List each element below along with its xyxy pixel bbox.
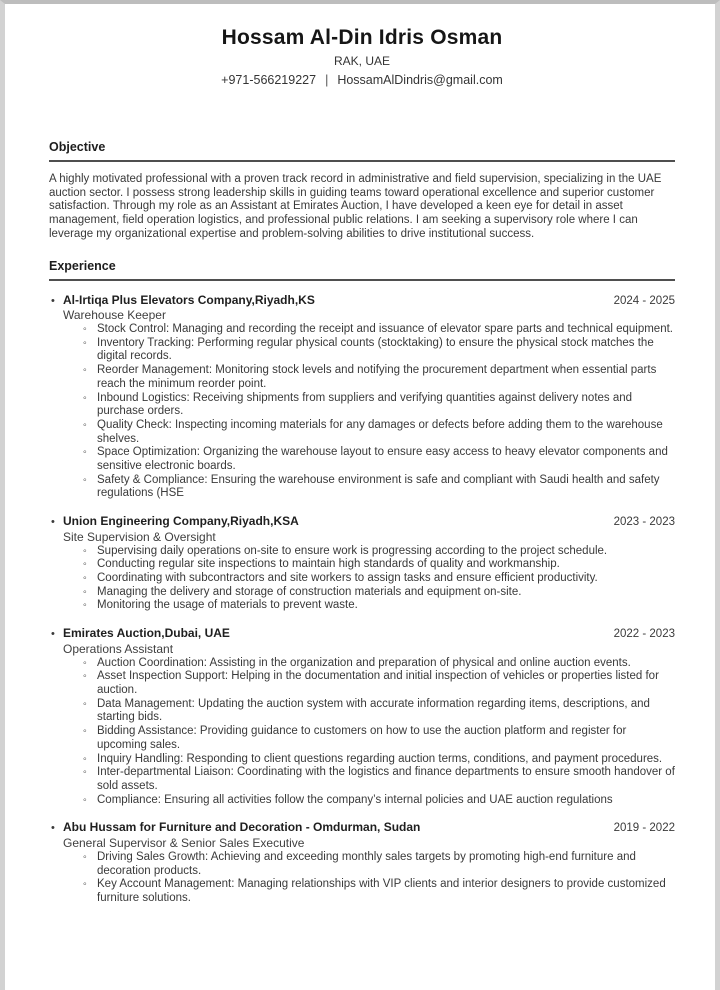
entry-header [49,514,675,530]
contact-line [49,72,675,88]
candidate-location: RAK, UAE [333,54,390,68]
job-bullet-item: ◦ Key Account Management: Managing relationships with VIP clients and interior designers to provide customized furniture solutions. [49,878,675,905]
section-experience [49,259,675,906]
entry-role: Operations Assistant [63,641,174,656]
job-bullet-list [49,545,675,614]
entry-dates: 2019 - 2022 [613,822,675,835]
email-address: HossamAlDindris@gmail.com [337,73,503,87]
company-name: Al-Irtiqa Plus Elevators Company,Riyadh,KS [63,292,315,307]
job-bullet-list [49,323,675,501]
bullet-marker-icon: • [51,822,55,835]
experience-entry [49,626,675,807]
job-bullet-item: ◦ Bidding Assistance: Providing guidance to customers on how to use the auction platform and register for upcoming sales. [49,725,675,752]
phone-number: +971-566219227 [221,73,317,87]
resume-header [49,24,675,88]
job-bullet-list [49,657,675,808]
experience-entries [49,293,675,906]
job-bullet-item: ◦ Quality Check: Inspecting incoming materials for any damages or defects before adding them to the warehouse shelves. [49,419,675,446]
company-name: Union Engineering Company,Riyadh,KSA [63,514,299,529]
job-bullet-item: ◦ Data Management: Updating the auction system with accurate information regarding items, descriptions, and starting bids. [49,698,675,725]
job-bullet-item: ◦ Safety & Compliance: Ensuring the warehouse environment is safe and compliant with Saudi health and safety regulations (HSE [49,474,675,501]
experience-entry [49,514,675,613]
bullet-marker-icon: • [51,516,55,529]
bullet-marker-icon: • [51,294,55,307]
objective-section-title: Objective [49,140,675,162]
job-bullet-item: ◦ Inventory Tracking: Performing regular physical counts (stocktaking) to ensure the physical stock matches the digital records. [49,337,675,364]
candidate-name: Hossam Al-Din Idris Osman [221,26,503,49]
job-bullet-item: ◦ Managing the delivery and storage of construction materials and equipment on-site. [49,586,675,600]
job-bullet-item: ◦ Reorder Management: Monitoring stock levels and notifying the procurement department when essential parts reach the minimum reorder point. [49,364,675,391]
entry-role: Warehouse Keeper [63,308,166,323]
job-bullet-item: ◦ Stock Control: Managing and recording the receipt and issuance of elevator spare parts and technical equipment. [49,323,675,337]
entry-header [49,626,675,642]
job-bullet-item: ◦ Driving Sales Growth: Achieving and exceeding monthly sales targets by promoting high-end furniture and decoration products. [49,851,675,878]
contact-separator: | [325,73,329,87]
job-bullet-item: ◦ Asset Inspection Support: Helping in the documentation and initial inspection of vehicles or properties listed for auction. [49,670,675,697]
job-bullet-item: ◦ Monitoring the usage of materials to prevent waste. [49,599,675,613]
job-bullet-item: ◦ Conducting regular site inspections to maintain high standards of quality and workmanship. [49,558,675,572]
experience-entry [49,293,675,502]
job-bullet-item: ◦ Inter-departmental Liaison: Coordinating with the logistics and finance departments to ensure smooth handover of sold assets. [49,766,675,793]
job-bullet-item: ◦ Inquiry Handling: Responding to client questions regarding auction terms, conditions, and payment procedures. [49,753,675,767]
job-bullet-item: ◦ Supervising daily operations on-site to ensure work is progressing according to the project schedule. [49,545,675,559]
job-bullet-item: ◦ Space Optimization: Organizing the warehouse layout to ensure easy access to heavy elevator components and sensitive electronic boards. [49,446,675,473]
entry-dates: 2024 - 2025 [613,294,675,307]
company-name: Abu Hussam for Furniture and Decoration - Omdurman, Sudan [63,820,421,835]
experience-entry [49,820,675,905]
experience-section-title: Experience [49,259,675,281]
section-objective [49,140,675,242]
bullet-marker-icon: • [51,628,55,641]
job-bullet-item: ◦ Coordinating with subcontractors and site workers to assign tasks and ensure efficient productivity. [49,572,675,586]
company-name: Emirates Auction,Dubai, UAE [63,626,230,641]
entry-dates: 2022 - 2023 [613,628,675,641]
entry-role: Site Supervision & Oversight [63,529,216,544]
job-bullet-item: ◦ Inbound Logistics: Receiving shipments from suppliers and verifying quantities against delivery notes and purchase orders. [49,392,675,419]
objective-text: A highly motivated professional with a proven track record in administrative and field supervision, specializing in the UAE auction sector. I possess strong leadership skills in guiding teams toward operational excellence and superior customer satisfaction. Through my role as an Assistant at Emirates Auction, I have developed a keen eye for detail in asset management, field operation logistics, and professional public relations. I am seeking a supervisory role where I can leverage my organizational expertise and problem-solving abilities to drive institutional success. [49,173,662,240]
entry-header [49,820,675,836]
job-bullet-item: ◦ Auction Coordination: Assisting in the organization and preparation of physical and online auction events. [49,657,675,671]
entry-header [49,293,675,309]
job-bullet-list [49,851,675,906]
job-bullet-item: ◦ Compliance: Ensuring all activities follow the company’s internal policies and UAE auction regulations [49,794,675,808]
entry-role: General Supervisor & Senior Sales Executive [63,835,305,850]
entry-dates: 2023 - 2023 [613,516,675,529]
